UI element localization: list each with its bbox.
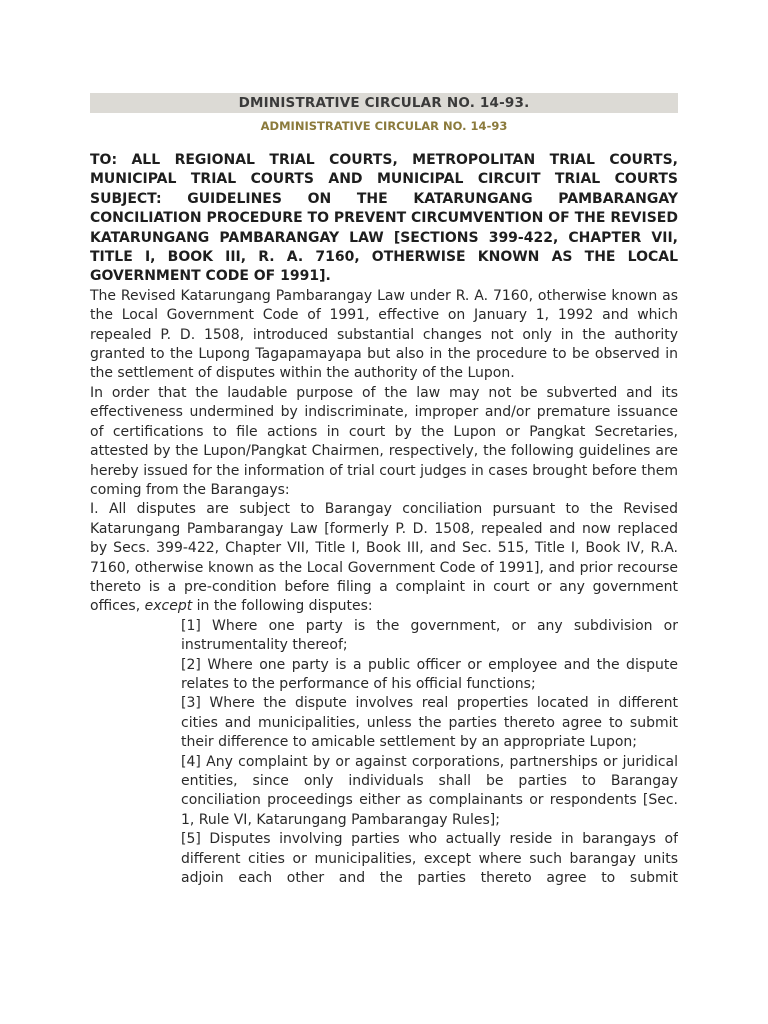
document-page bbox=[90, 93, 678, 888]
addressee-subject-block: TO: ALL REGIONAL TRIAL COURTS, METROPOLITAN TRIAL COURTS, MUNICIPAL TRIAL COURTS AND MUNICIPAL CIRCUIT TRIAL COURTS SUBJECT: GUIDELINES ON THE KATARUNGANG PAMBARANGAY CONCILIATION PROCEDURE TO PREVENT CIRCUMVENTION OF THE REVISED KATARUNGANG PAMBARANGAY LAW [SECTIONS 399-422, CHAPTER VII, TITLE I, BOOK III, R. A. 7160, OTHERWISE KNOWN AS THE LOCAL GOVERNMENT CODE OF 1991]. bbox=[90, 152, 678, 285]
paragraph-purpose: In order that the laudable purpose of the law may not be subverted and its effectiveness undermined by indiscriminate, improper and/or premature issuance of certifications to file actions in court by the Lupon or Pangkat Secretaries, attested by the Lupon/Pangkat Chairmen, respectively, the following guidelines are hereby issued for the information of trial court judges in cases brought before them coming from the Barangays: bbox=[90, 384, 678, 498]
section-i-italic-except: except bbox=[144, 598, 193, 615]
exception-item-5-text: [5] Disputes involving parties who actually reside in barangays of different cities or municipalities, except where such barangay units adjoin each other and the parties thereto agree to submit bbox=[181, 831, 678, 887]
document-title: DMINISTRATIVE CIRCULAR NO. 14-93. bbox=[90, 93, 678, 113]
section-i-paragraph bbox=[90, 500, 678, 616]
exception-item-3: [3] Where the dispute involves real properties located in different cities and municipalities, unless the parties thereto agree to submit their difference to amicable settlement by an appropriate Lupon; bbox=[181, 695, 678, 751]
section-i-text-end: in the following disputes: bbox=[196, 598, 373, 615]
exception-item-5 bbox=[181, 830, 678, 888]
exception-item-1: [1] Where one party is the government, or any subdivision or instrumentality thereof; bbox=[181, 617, 678, 654]
section-i-text: I. All disputes are subject to Barangay conciliation pursuant to the Revised Katarungang Pambarangay Law [formerly P. D. 1508, repealed and now replaced by Secs. 399-422, Chapter VII, Title I, Book III, and Sec. 515, Title I, Book IV, R.A. 7160, otherwise known as the Local Government Code of 1991], and prior recourse thereto is a pre-condition before filing a complaint in court or any government offices, bbox=[90, 501, 678, 615]
exception-item-4: [4] Any complaint by or against corporations, partnerships or juridical entities, since only individuals shall be parties to Barangay conciliation proceedings either as complainants or respondents [Sec. 1, Rule VI, Katarungang Pambarangay Rules]; bbox=[181, 753, 678, 828]
exception-item-2: [2] Where one party is a public officer or employee and the dispute relates to the performance of his official functions; bbox=[181, 656, 678, 692]
paragraph-intro: The Revised Katarungang Pambarangay Law under R. A. 7160, otherwise known as the Local Government Code of 1991, effective on January 1, 1992 and which repealed P. D. 1508, introduced substantial changes not only in the authority granted to the Lupong Tagapamayapa but also in the procedure to be observed in the settlement of disputes within the authority of the Lupon. bbox=[90, 287, 678, 382]
exceptions-list bbox=[181, 617, 678, 888]
document-subtitle: ADMINISTRATIVE CIRCULAR NO. 14-93 bbox=[260, 119, 508, 133]
